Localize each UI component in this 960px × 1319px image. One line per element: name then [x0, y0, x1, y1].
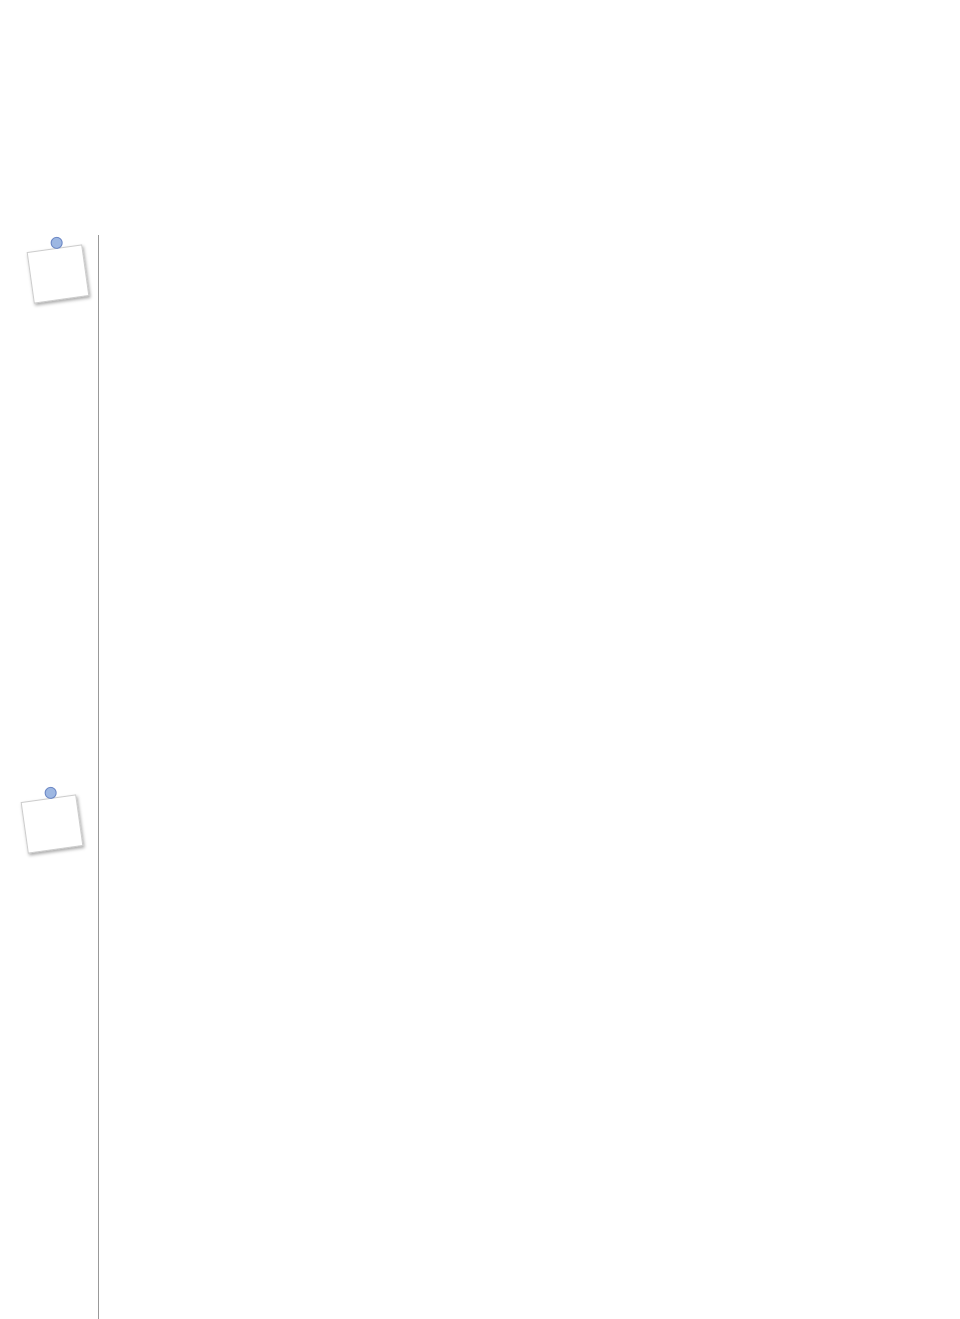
divider: [98, 235, 99, 1319]
pin-icon: [50, 236, 64, 250]
stalo-se-dnes-logo: [100, 88, 460, 253]
date-note-2: [21, 794, 84, 853]
date-note-1: [27, 244, 90, 303]
page-header: [0, 0, 960, 26]
pin-icon: [44, 786, 58, 800]
stalo-se-dnes-section: [0, 30, 478, 1319]
